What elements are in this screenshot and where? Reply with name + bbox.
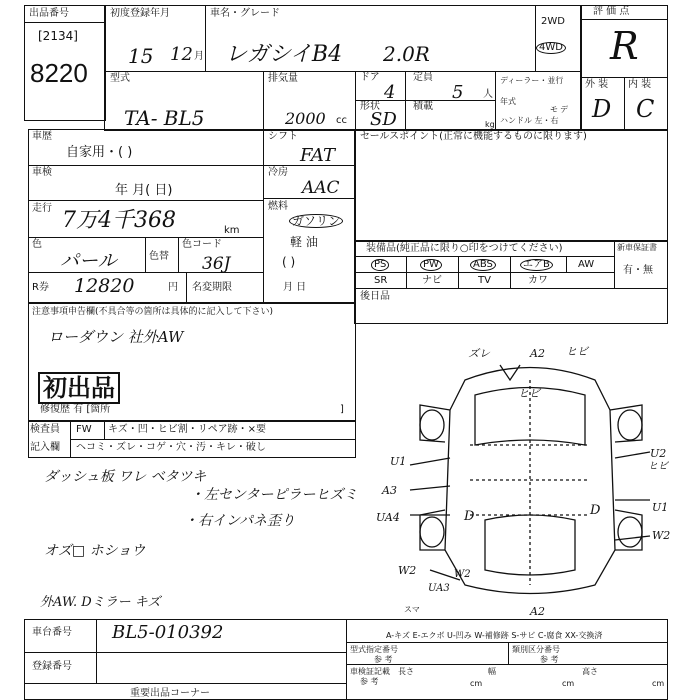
mark-a2-top: A2 xyxy=(530,347,545,360)
year-label: 年式 xyxy=(500,97,516,106)
fuel-value-diesel: 軽 油 xyxy=(290,235,318,249)
notes-text: ローダウン 社外AW xyxy=(48,328,184,346)
exterior-grade: D xyxy=(592,95,612,123)
inspector-label-1: 検査員 xyxy=(30,424,60,435)
bottom-banner: 重要出品コーナー xyxy=(130,688,210,699)
lot-label: 出品番号 xyxy=(29,8,69,19)
first-reg-label: 初度登録年月 xyxy=(110,8,170,19)
interior-label: 内 装 xyxy=(628,79,652,90)
drive-2wd: 2WD xyxy=(541,16,565,27)
fuel-value-other: ( ) xyxy=(282,255,296,269)
mileage-value: 7万4千368 xyxy=(62,208,176,233)
mark-suma: スマ xyxy=(404,605,420,614)
equip-navi: ナビ xyxy=(422,275,442,286)
capacity-label: 定員 xyxy=(413,72,433,83)
displacement-value: 2000 xyxy=(285,109,326,128)
inspector-note-2: ・左センターピラーヒズミ xyxy=(190,487,358,503)
mark-d-left: D xyxy=(464,509,475,524)
type-value: TA- BL5 xyxy=(124,106,205,130)
drive-4wd: 4WD xyxy=(536,42,566,54)
inspection-label: 車検 xyxy=(32,167,52,178)
length-label: 長さ xyxy=(398,667,414,676)
interior-grade: C xyxy=(636,95,655,123)
mark-u1-right: U1 xyxy=(652,501,669,514)
displacement-label: 排気量 xyxy=(268,73,298,84)
warranty-label: 新車保証書 xyxy=(617,243,657,252)
recycle-value: 12820 xyxy=(74,275,135,297)
grade: 2.0R xyxy=(383,42,430,66)
handle-label: ハンドル 左・右 xyxy=(500,116,559,125)
first-reg-month: 12 xyxy=(170,44,193,65)
reg-label: 登録番号 xyxy=(32,661,72,672)
color-code-value: 36J xyxy=(202,254,231,274)
equip-pw: PW xyxy=(420,259,442,271)
height-label: 高さ xyxy=(582,667,598,676)
mileage-label: 走行 xyxy=(32,203,52,214)
name-change-label: 名変期限 xyxy=(192,282,232,293)
history-label: 車歴 xyxy=(32,131,52,142)
first-time-stamp: 初出品 xyxy=(38,372,120,404)
sales-box xyxy=(354,129,668,242)
chassis-label: 車台番号 xyxy=(32,627,72,638)
category-label: 類別区分番号 xyxy=(512,645,560,654)
door-label: ドア xyxy=(360,72,380,83)
color-type-label: 色替 xyxy=(149,251,169,262)
mark-w2-rear: W2 xyxy=(454,569,471,580)
equip-sr: SR xyxy=(374,275,388,286)
form-value: SD xyxy=(370,109,397,130)
fuel-label: 燃料 xyxy=(268,201,288,212)
car-name: レガシイB4 xyxy=(225,42,343,67)
inspector-note-3: ・右インパネ歪り xyxy=(184,513,296,529)
mark-a2-bottom: A2 xyxy=(530,605,545,618)
first-reg-year: 15 xyxy=(128,44,154,68)
rating-label: 評 価 点 xyxy=(593,6,630,17)
equip-tv: TV xyxy=(478,275,491,286)
chassis-value: BL5-010392 xyxy=(112,622,224,643)
form-label: 形状 xyxy=(360,101,380,112)
mark-ua3: UA3 xyxy=(428,583,450,594)
load-label: 積載 xyxy=(413,101,433,112)
mark-hibi-top: ヒビ xyxy=(566,345,588,358)
mark-a3: A3 xyxy=(382,484,397,497)
rating-value: R xyxy=(610,24,639,68)
inspector-line-1: キズ・凹・ヒビ割・リペア跡・×要 xyxy=(108,424,266,435)
name-label: 車名・グレード xyxy=(210,8,280,19)
mark-u1-left: U1 xyxy=(390,455,407,468)
exterior-label: 外 装 xyxy=(585,79,609,90)
name-change-value: 月 日 xyxy=(283,282,307,293)
type-label: 型式 xyxy=(110,73,130,84)
width-label: 幅 xyxy=(488,667,496,676)
mark-w2-right: W2 xyxy=(652,529,671,542)
inspector-note-5: 外AW. Dミラー キズ xyxy=(40,595,161,610)
car-damage-diagram xyxy=(380,340,680,620)
shift-label: シフト xyxy=(268,131,298,142)
sales-label: セールスポイント(正常に機能するものに限ります) xyxy=(360,131,587,142)
recycle-label: R券 xyxy=(32,282,49,293)
cert-label: 車検証記載 xyxy=(350,667,390,676)
mark-hibi-glass: ヒビ xyxy=(518,387,540,400)
type-spec-label: 型式指定番号 xyxy=(350,645,398,654)
color-value: パール xyxy=(60,250,117,272)
equip-aw: AW xyxy=(578,259,595,270)
mark-u2: U2 xyxy=(650,447,667,460)
inspector-note-4: オズ□ ホショウ xyxy=(44,543,146,559)
warranty-value: 有・無 xyxy=(623,265,653,276)
inspector-fw: FW xyxy=(76,424,92,435)
post-label: 後日品 xyxy=(360,291,390,302)
lot-number: 8220 xyxy=(30,58,88,88)
equip-ps: PS xyxy=(371,259,389,271)
inspection-value: 年 月( 日) xyxy=(115,183,173,198)
equip-leather: カワ xyxy=(528,275,548,286)
history-value: 自家用・( ) xyxy=(66,145,133,160)
inspector-label-2: 記入欄 xyxy=(30,442,60,453)
lot-sub: [2134] xyxy=(38,29,78,43)
shift-value: FAT xyxy=(300,145,335,166)
inspector-line-2: ヘコミ・ズレ・コゲ・穴・汚・キレ・破し xyxy=(76,442,266,453)
mark-w2-left: W2 xyxy=(398,564,417,577)
equip-airbag: エアB xyxy=(520,259,553,271)
mark-d-right: D xyxy=(590,503,601,518)
color-label: 色 xyxy=(32,239,42,250)
cooler-value: AAC xyxy=(302,178,340,198)
auction-sheet: 出品番号 [2134] 8220 初度登録年月 車名・グレード 15 12 月 レガシイB4 2.0R 2WD 4WD モ デ 型式 排気量 ドア 定員 ディーラー・並行 年式 ハンドル 左・右 TA- BL5 2000 cc 4 5 人 形状 積載 SD kg 評 価 点 R 外 装 内 装 D C 車歴 自家用・( ) シフト FAT 車検 年 月( 日) 冷房 AAC 走行 7万4千368 km 燃料 ガソリン 軽 油 ( ) 色 パール 色替 色コード 36J R券 12820 円 名変期限 月 日 セールスポイント(正常に機能するものに限ります) 装備品(純正品に限り○印をつけてください) 新車保証書 有・無 PS PW ABS エアB AW SR ナビ TV カワ 後日品 注意事項申告欄(不具合等の箇所は具体的に記入して下さい) ローダウン 社外AW 初出品 修復歴 有 [箇所 ] 検査員 記入欄 FW キズ・凹・ヒビ割・リペア跡・×要 ヘコミ・ズレ・コゲ・穴・汚・キレ・破し ダッシュ板 ワレ ベタツキ ・左センターピラーヒズミ ・右インパネ歪り オズ□ ホショウ 外AW. Dミラー キズ ズレ A2 ヒビ ヒビ U1 A3 UA4 D W2 UA3 U2 ヒビ U1 D W2 A2 W2 スマ 車台番号 BL5-010392 A-キズ E-エクボ U-凹み W-補修跡 S-サビ C-腐食 XX-交換済 登録番号 型式指定番号 参 考 類別区分番号 参 考 車検証記載 参 考 長さ 幅 高さ cm cm cm 重要出品コーナー xyxy=(0,0,700,700)
color-code-label: 色コード xyxy=(182,239,222,250)
mark-hibi-right: ヒビ xyxy=(648,461,668,472)
cooler-label: 冷房 xyxy=(268,167,288,178)
fuel-value-gasoline: ガソリン xyxy=(289,214,343,228)
legend: A-キズ E-エクボ U-凹み W-補修跡 S-サビ C-腐食 XX-交換済 xyxy=(386,631,603,640)
door-value: 4 xyxy=(384,82,396,103)
notes-label: 注意事項申告欄(不具合等の箇所は具体的に記入して下さい) xyxy=(32,307,274,317)
repair-label: 修復歴 有 [箇所 xyxy=(40,404,111,415)
capacity-value: 5 xyxy=(452,82,464,103)
mark-zure: ズレ xyxy=(468,347,490,360)
dealer-label: ディーラー・並行 xyxy=(500,76,564,85)
mark-ua4: UA4 xyxy=(376,511,400,524)
equip-abs: ABS xyxy=(470,259,496,271)
equipment-label: 装備品(純正品に限り○印をつけてください) xyxy=(366,243,563,254)
inspector-note-1: ダッシュ板 ワレ ベタツキ xyxy=(44,469,207,485)
